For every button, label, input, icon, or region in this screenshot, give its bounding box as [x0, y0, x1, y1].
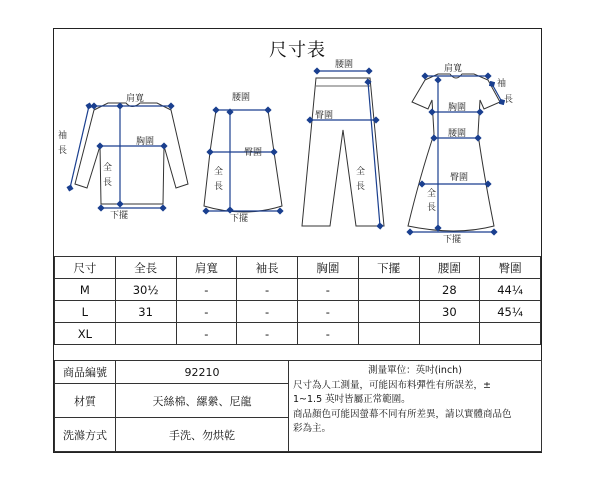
top-sleeve-label-1: 袖	[58, 131, 68, 141]
table-cell: M	[55, 279, 116, 301]
pants-length-label-1: 全	[356, 167, 366, 177]
skirt-length-label-2: 長	[214, 182, 224, 192]
skirt-hip-label: 臀圍	[244, 148, 263, 158]
table-cell: 45¼	[480, 301, 541, 323]
table-cell: -	[237, 323, 298, 345]
garment-diagrams	[54, 56, 542, 252]
table-cell: 30½	[115, 279, 176, 301]
table-cell: -	[176, 279, 237, 301]
top-diagram	[58, 92, 188, 221]
note-line: 1~1.5 英吋皆屬正常範圍。	[293, 394, 411, 405]
top-chest-label: 胸圍	[136, 137, 155, 147]
page-title: 尺寸表	[269, 40, 326, 61]
note-line: 商品顏色可能因螢幕不同有所差異，請以實體商品色	[293, 408, 512, 420]
header-cell: 腰圍	[419, 257, 480, 279]
header-cell: 全長	[115, 257, 176, 279]
dress-hem-label: 下擺	[443, 235, 462, 245]
table-row	[55, 279, 541, 301]
table-cell	[358, 301, 419, 323]
header-cell: 下擺	[358, 257, 419, 279]
dress-sleeve-label-2: 長	[504, 95, 514, 105]
top-length-label-2: 長	[103, 178, 113, 188]
info-row-code	[55, 361, 542, 384]
table-cell	[115, 323, 176, 345]
dress-sleeve-label-1: 袖	[497, 79, 507, 89]
header-cell: 臀圍	[480, 257, 541, 279]
top-hem-label: 下擺	[110, 211, 129, 221]
table-cell: -	[298, 279, 359, 301]
table-row	[55, 301, 541, 323]
dress-waist-label: 腰圍	[448, 129, 467, 139]
pants-length-label-2: 長	[356, 182, 366, 192]
header-cell: 肩寬	[176, 257, 237, 279]
dress-length-label-1: 全	[427, 189, 437, 199]
product-info-table	[54, 360, 542, 452]
table-cell: L	[55, 301, 116, 323]
wash-label: 洗滌方式	[55, 418, 116, 452]
material-label: 材質	[55, 384, 116, 418]
table-cell: 31	[115, 301, 176, 323]
table-cell	[358, 323, 419, 345]
table-cell: 30	[419, 301, 480, 323]
header-cell: 袖長	[237, 257, 298, 279]
product-code-label: 商品編號	[55, 361, 116, 384]
header-cell: 胸圍	[298, 257, 359, 279]
size-table-header	[55, 257, 541, 279]
pants-diagram	[302, 59, 384, 226]
dress-length-label-2: 長	[427, 203, 437, 213]
size-table	[54, 256, 541, 345]
pants-waist-label: 腰圍	[335, 60, 354, 70]
note-line: 彩為主。	[293, 423, 332, 434]
header-cell: 尺寸	[55, 257, 116, 279]
skirt-diagram	[204, 92, 282, 224]
wash-value: 手洗、勿烘乾	[116, 418, 289, 452]
pants-hip-label: 臀圍	[315, 111, 334, 121]
skirt-length-label-1: 全	[214, 167, 224, 177]
table-cell: -	[237, 279, 298, 301]
material-value: 天絲棉、縲縈、尼龍	[116, 384, 289, 418]
table-cell: XL	[55, 323, 116, 345]
notes-cell	[289, 361, 542, 452]
table-cell	[419, 323, 480, 345]
dress-diagram	[408, 62, 513, 245]
table-cell	[358, 279, 419, 301]
skirt-hem-label: 下擺	[230, 214, 249, 224]
dress-hip-label: 臀圍	[450, 173, 469, 183]
top-sleeve-label-2: 長	[58, 146, 68, 156]
dress-chest-label: 胸圍	[448, 103, 467, 113]
table-cell: -	[176, 301, 237, 323]
note-line: 尺寸為人工測量，可能因布料彈性有所誤差，±	[293, 379, 491, 391]
table-cell: -	[298, 323, 359, 345]
table-cell	[480, 323, 541, 345]
table-cell: 44¼	[480, 279, 541, 301]
top-shoulder-label: 肩寬	[126, 94, 145, 104]
product-code-value: 92210	[116, 361, 289, 384]
skirt-waist-label: 腰圍	[232, 93, 251, 103]
dress-shoulder-label: 肩寬	[444, 64, 463, 74]
table-cell: 28	[419, 279, 480, 301]
measure-unit-note: 測量單位：英吋(inch)	[368, 365, 462, 376]
table-cell: -	[176, 323, 237, 345]
table-cell: -	[237, 301, 298, 323]
top-length-label-1: 全	[103, 163, 113, 173]
table-cell: -	[298, 301, 359, 323]
table-row	[55, 323, 541, 345]
garment-diagrams-svg	[54, 56, 542, 252]
